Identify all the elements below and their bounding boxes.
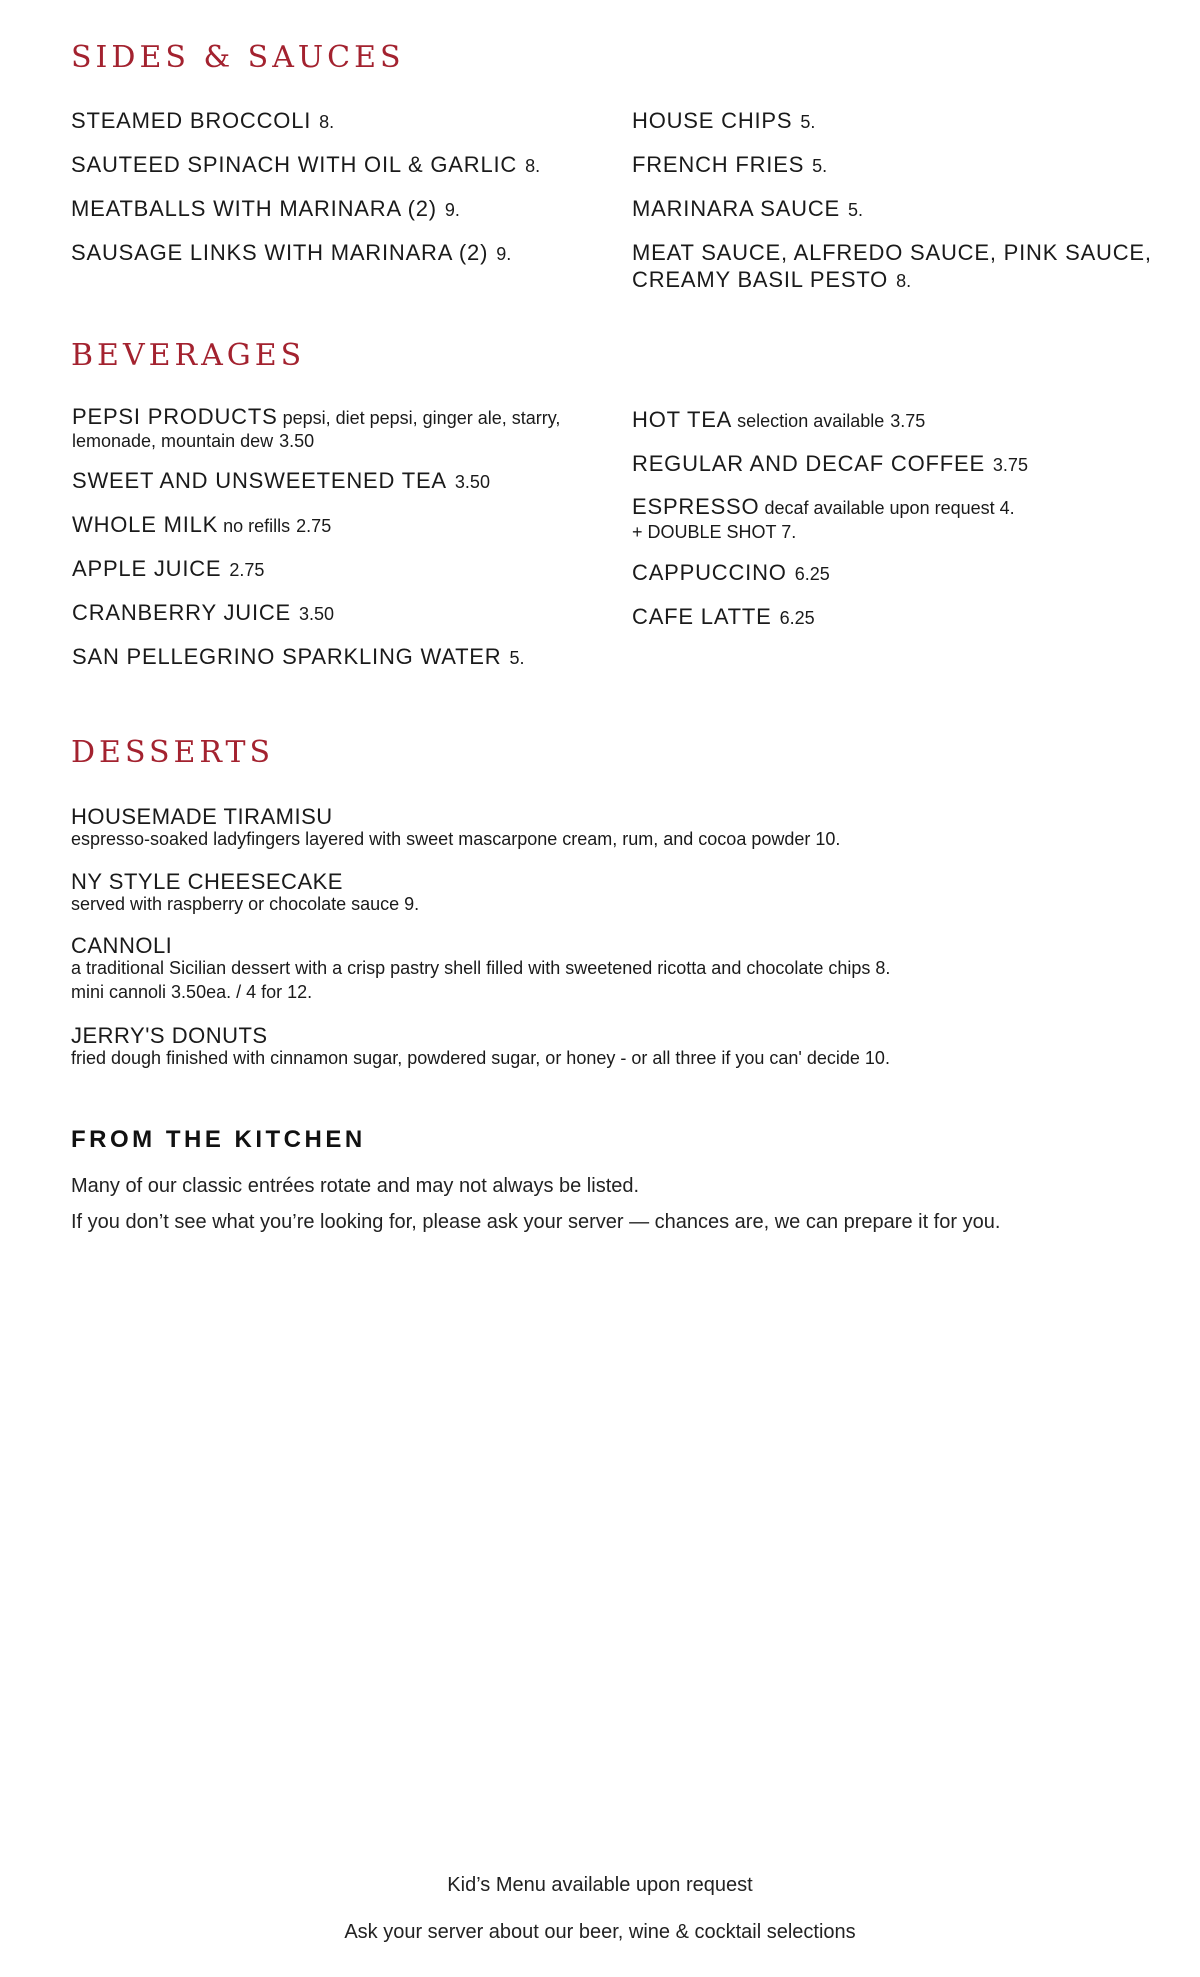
- beverages-right-column: [632, 406, 1152, 647]
- sides-right-column: [632, 107, 1152, 310]
- dessert-item: [71, 934, 1131, 1005]
- dessert-description: a traditional Sicilian dessert with a crisp pastry shell filled with sweetened ricotta and chocolate chips 8.: [71, 958, 891, 978]
- dessert-description: espresso-soaked ladyfingers layered with sweet mascarpone cream, rum, and cocoa powder 10.: [71, 829, 841, 849]
- item-price: 5.: [509, 648, 525, 668]
- menu-item: [72, 467, 592, 496]
- item-price: 6.25: [794, 564, 830, 584]
- desserts-heading: DESSERTS: [71, 735, 275, 770]
- item-name: WHOLE MILK: [72, 512, 219, 537]
- item-name: CAFE LATTE: [632, 604, 772, 629]
- menu-item: [632, 195, 1152, 224]
- item-price: 3.50: [279, 431, 315, 451]
- item-name: PEPSI PRODUCTS: [72, 404, 278, 429]
- item-name: MEAT SAUCE, ALFREDO SAUCE, PINK SAUCE, CREAMY BASIL PESTO: [632, 240, 1152, 292]
- item-name: FRENCH FRIES: [632, 152, 805, 177]
- menu-item: [71, 151, 611, 180]
- menu-item: [72, 406, 592, 452]
- item-name: APPLE JUICE: [72, 556, 222, 581]
- item-price: 3.50: [454, 472, 490, 492]
- dessert-name: CANNOLI: [71, 933, 173, 958]
- sides-heading: SIDES & SAUCES: [71, 40, 405, 75]
- dessert-item: [71, 805, 1131, 850]
- item-description: no refills: [223, 516, 291, 536]
- item-name: SAUSAGE LINKS WITH MARINARA (2): [71, 240, 489, 265]
- menu-item: [72, 599, 592, 628]
- item-description: pepsi, diet pepsi, ginger ale, starry, lemonade, mountain dew: [72, 408, 561, 451]
- item-price: 5.: [800, 112, 816, 132]
- menu-item: [632, 406, 1152, 435]
- item-extra: + DOUBLE SHOT 7.: [632, 522, 797, 542]
- item-name: MARINARA SAUCE: [632, 196, 841, 221]
- item-name: ESPRESSO: [632, 494, 760, 519]
- item-price: 3.50: [299, 604, 335, 624]
- item-price: 8.: [896, 271, 912, 291]
- item-name: REGULAR AND DECAF COFFEE: [632, 451, 985, 476]
- menu-item: [72, 555, 592, 584]
- dessert-subnote: mini cannoli 3.50ea. / 4 for 12.: [71, 982, 313, 1002]
- item-name: SWEET AND UNSWEETENED TEA: [72, 468, 447, 493]
- kitchen-note-1: Many of our classic entrées rotate and may not always be listed.: [71, 1175, 640, 1197]
- item-name: HOUSE CHIPS: [632, 108, 793, 133]
- item-price: 2.75: [296, 516, 332, 536]
- beverages-heading: BEVERAGES: [71, 338, 306, 373]
- dessert-description: fried dough finished with cinnamon sugar, powdered sugar, or honey - or all three if you can' decide 10.: [71, 1048, 890, 1068]
- dessert-name: NY STYLE CHEESECAKE: [71, 869, 343, 894]
- menu-item: [632, 450, 1152, 479]
- kids-menu-note: Kid’s Menu available upon request: [447, 1874, 753, 1896]
- dessert-item: [71, 870, 1131, 915]
- item-name: STEAMED BROCCOLI: [71, 108, 312, 133]
- item-price: 3.75: [992, 455, 1028, 475]
- item-price: 2.75: [229, 560, 265, 580]
- item-description: decaf available upon request 4.: [764, 498, 1015, 518]
- item-price: 8.: [319, 112, 335, 132]
- item-price: 8.: [525, 156, 541, 176]
- kitchen-title: FROM THE KITCHEN: [71, 1126, 366, 1153]
- item-name: SAUTEED SPINACH WITH OIL & GARLIC: [71, 152, 518, 177]
- item-description: selection available: [737, 411, 885, 431]
- item-price: 5.: [812, 156, 828, 176]
- item-name: CRANBERRY JUICE: [72, 600, 292, 625]
- menu-item: [71, 239, 611, 268]
- dessert-item: [71, 1024, 1131, 1069]
- sides-left-column: [71, 107, 611, 283]
- kitchen-note-2: If you don’t see what you’re looking for, please ask your server — chances are, we can prepare it for you.: [71, 1211, 1001, 1233]
- item-price: 5.: [848, 200, 864, 220]
- dessert-name: HOUSEMADE TIRAMISU: [71, 804, 333, 829]
- item-name: MEATBALLS WITH MARINARA (2): [71, 196, 437, 221]
- menu-item: [632, 239, 1152, 295]
- dessert-description: served with raspberry or chocolate sauce 9.: [71, 894, 420, 914]
- menu-item: [72, 511, 592, 540]
- drinks-note: Ask your server about our beer, wine & cocktail selections: [344, 1921, 856, 1943]
- menu-item: [71, 107, 611, 136]
- item-price: 9.: [444, 200, 460, 220]
- menu-item: [632, 603, 1152, 632]
- item-price: 3.75: [890, 411, 926, 431]
- item-name: CAPPUCCINO: [632, 560, 787, 585]
- menu-item: [632, 107, 1152, 136]
- item-price: 9.: [496, 244, 512, 264]
- item-name: SAN PELLEGRINO SPARKLING WATER: [72, 644, 502, 669]
- item-price: 6.25: [779, 608, 815, 628]
- dessert-name: JERRY'S DONUTS: [71, 1023, 268, 1048]
- menu-item: [71, 195, 611, 224]
- menu-item: [72, 643, 592, 672]
- menu-item: [632, 494, 1152, 544]
- beverages-left-column: [72, 406, 592, 687]
- item-name: HOT TEA: [632, 407, 733, 432]
- menu-item: [632, 559, 1152, 588]
- menu-item: [632, 151, 1152, 180]
